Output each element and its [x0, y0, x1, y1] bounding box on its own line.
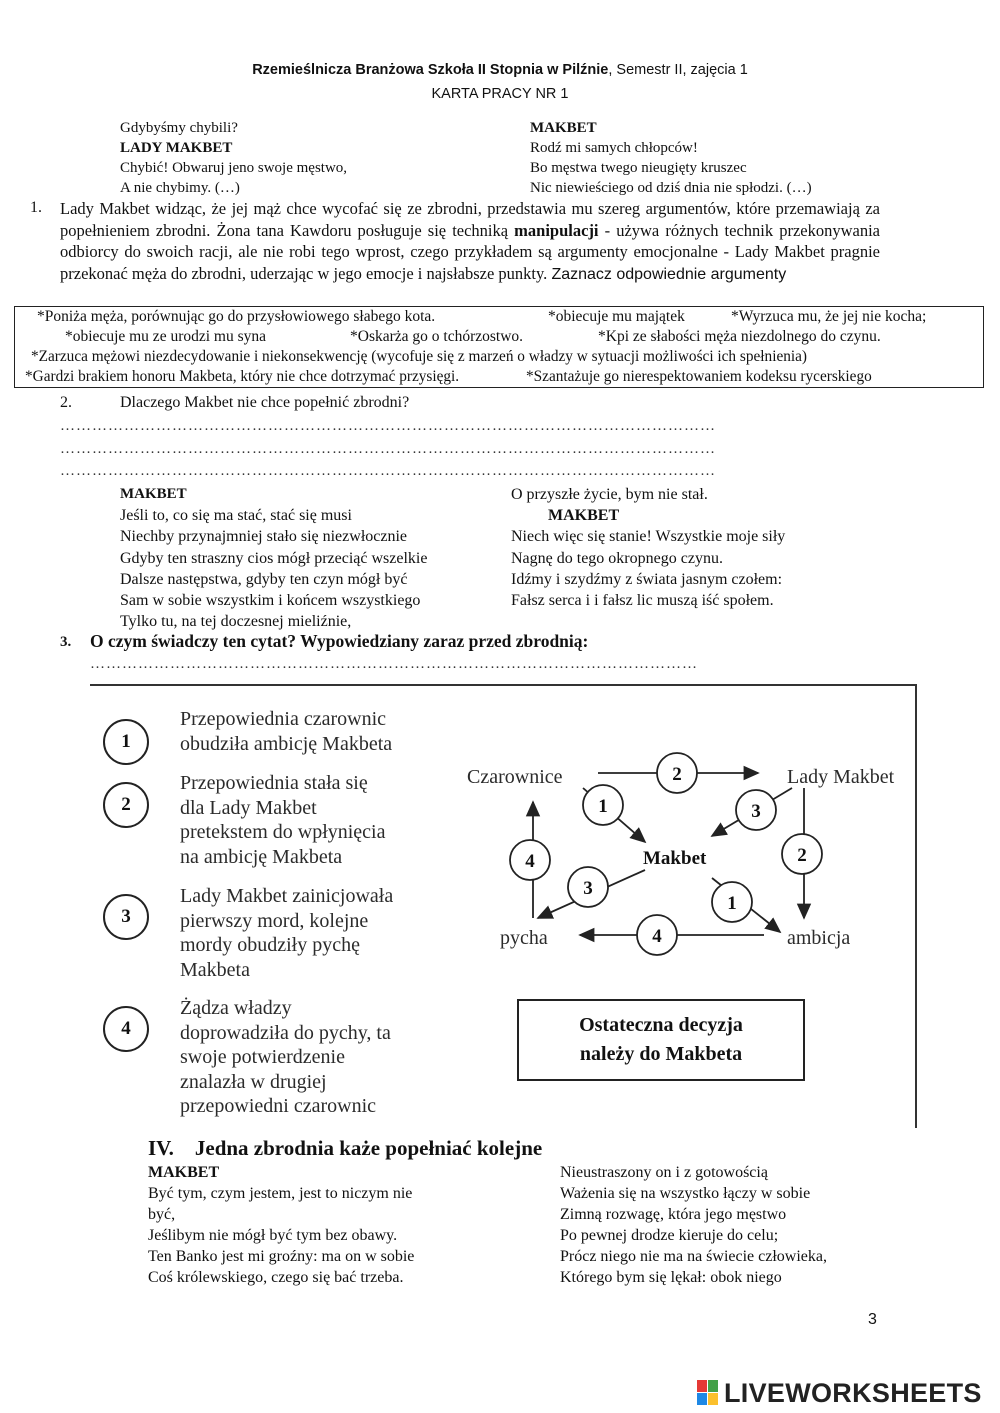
quote-line: Zimną rozwagę, która jego męstwo [560, 1206, 787, 1223]
section-iv-title: IV. Jedna zbrodnia każe popełniać kolejne [148, 1136, 543, 1160]
node-lady-makbet: Lady Makbet [787, 766, 895, 788]
argument-option[interactable]: *Kpi ze słabości męża niezdolnego do czynu. [598, 328, 881, 345]
liveworksheets-logo-icon [697, 1380, 719, 1406]
quote-line: A nie chybimy. (…) [120, 180, 240, 196]
legend-line: Przepowiednia stała się [180, 772, 368, 794]
quote-line: Coś królewskiego, czego się bać trzeba. [148, 1269, 404, 1286]
diagram-number: 3 [751, 801, 761, 822]
school-name: Rzemieślnicza Branżowa Szkoła II Stopnia w Pilźnie [252, 62, 609, 78]
legend-line: mordy obudziły pychę [180, 934, 360, 956]
quote-line: Bo męstwa twego nieugięty kruszec [530, 160, 747, 176]
speaker-name: MAKBET [120, 486, 187, 502]
legend-number: 1 [103, 719, 149, 765]
answer-line[interactable]: …………………………………………………………………………………………………………… [60, 463, 716, 479]
diagram-number: 4 [652, 926, 662, 947]
legend-line: doprowadziła do pychy, ta [180, 1021, 391, 1044]
argument-option[interactable]: *Wyrzuca mu, że jej nie kocha; [731, 308, 927, 325]
manipulation-term: manipulacji [514, 220, 599, 240]
arguments-box [14, 306, 984, 388]
diagram-number: 1 [727, 893, 737, 914]
quote-line: Idźmy i szydźmy z świata jasnym czołem: [511, 570, 783, 588]
quote-line: Nic niewieściego od dziś dnia nie spłodzi. (…) [530, 180, 812, 196]
legend-line: pretekstem do wpłynięcia [180, 821, 386, 843]
final-line: Ostateczna decyzja [579, 1014, 743, 1036]
cycle-diagram [440, 740, 910, 970]
quote-line: Fałsz serca i i fałsz lic muszą iść społem. [511, 592, 774, 610]
quote-line: Gdyby ten straszny cios mógł przeciąć wszelkie [120, 549, 428, 567]
quote-line: Jeślibym nie mógł być tym bez obawy. [148, 1227, 398, 1244]
legend-text [180, 707, 392, 756]
legend-number: 4 [103, 1006, 149, 1052]
speaker-name: MAKBET [548, 507, 620, 525]
quote-line: Gdybyśmy chybili? [120, 120, 238, 136]
quote-line: Po pewnej drodze kieruje do celu; [560, 1227, 779, 1244]
brand-name[interactable]: LIVEWORKSHEETS [724, 1378, 982, 1408]
legend-line: pierwszy mord, kolejne [180, 909, 369, 932]
diagram-number: 4 [525, 851, 535, 872]
quote-line: Dalsze następstwa, gdyby ten czyn mógł być [120, 570, 408, 588]
section4-right [560, 1162, 827, 1288]
final-line: należy do Makbeta [579, 1043, 743, 1065]
speaker-name: LADY MAKBET [120, 140, 233, 156]
page-number: 3 [868, 1311, 877, 1328]
task1-text-a: Lady Makbet widząc, że jej mąż chce wycofać się ze zbrodni, przedstawia mu szereg argumentów, które przemawiają za popełnieniem zbrodni. Żona tana Kawdoru posługuje się techniką [60, 199, 880, 240]
legend-line: znalazła w drugiej [180, 1070, 327, 1093]
quote-line: Sam w sobie wszystkim i końcem wszystkiego [120, 592, 421, 610]
quote2-left [120, 484, 427, 632]
quote-line: Ten Banko jest mi groźny: ma on w sobie [148, 1248, 415, 1265]
task2-number: 2. [60, 394, 72, 411]
quote-line: Chybić! Obwaruj jeno swoje męstwo, [120, 160, 348, 176]
argument-option[interactable]: *Poniża męża, porównując go do przysłowiowego słabego kota. [37, 308, 436, 325]
quote1-left [120, 118, 347, 198]
quote-line: Nieustraszony on i z gotowością [560, 1164, 768, 1181]
quote-line: Jeśli to, co się ma stać, stać się musi [120, 507, 352, 525]
diagram-top-border [90, 684, 917, 686]
final-decision-box [517, 999, 805, 1081]
legend-line: swoje potwierdzenie [180, 1046, 345, 1068]
task1-text-b: - używa różnych technik przekonywania odbiorcy do swoich racji, ale nie robi tego wprost, czego przykładem są argumenty emocjonalne - Lady Makbet pragnie przekonać męża do zbrodni, uderzając w jego emocje i najsłabsze punkty. [60, 220, 880, 283]
legend-text [180, 884, 393, 982]
argument-option[interactable]: *obiecuje mu majątek [548, 308, 685, 325]
quote-line: Prócz niego nie ma na świecie człowieka, [560, 1248, 827, 1265]
node-pride: pycha [500, 927, 548, 949]
task1-number: 1. [30, 199, 42, 216]
speaker-name: MAKBET [148, 1164, 220, 1181]
task3-question: O czym świadczy ten cytat? Wypowiedziany zaraz przed zbrodnią: [90, 631, 589, 651]
diagram-number: 2 [797, 845, 807, 866]
quote-line: Którego bym się lękał: obok niego [560, 1269, 782, 1286]
quote-line: Niech więc się stanie! Wszystkie moje siły [511, 528, 786, 546]
task1-instruction: Zaznacz odpowiednie argumenty [551, 265, 787, 283]
node-witches: Czarownice [467, 766, 563, 788]
argument-option[interactable]: *Gardzi brakiem honoru Makbeta, który nie chce dotrzymać przysięgi. [25, 368, 460, 385]
header-line [0, 62, 1000, 78]
header-meta: , Semestr II, zajęcia 1 [608, 62, 748, 78]
speaker-name: MAKBET [530, 120, 597, 136]
answer-line[interactable]: …………………………………………………………………………………………………… [90, 656, 698, 672]
legend-text [180, 996, 391, 1119]
argument-option[interactable]: *Szantażuje go nierespektowaniem kodeksu rycerskiego [526, 368, 872, 385]
legend-line: na ambicję Makbeta [180, 845, 343, 868]
diagram-number: 2 [672, 764, 682, 785]
legend-number: 2 [103, 782, 149, 828]
legend-line: dla Lady Makbet [180, 796, 317, 819]
task1-text [60, 198, 880, 285]
quote-line: O przyszłe życie, bym nie stał. [511, 486, 708, 503]
legend-line: Przepowiednia czarownic [180, 708, 387, 730]
legend-line: Makbeta [180, 958, 250, 981]
node-ambition: ambicja [787, 927, 851, 949]
quote-line: Ważenia się na wszystko łączy w sobie [560, 1185, 811, 1202]
legend-line: obudziła ambicję Makbeta [180, 732, 393, 755]
quote-line: Nagnę do tego okropnego czynu. [511, 549, 723, 567]
legend-line: Żądza władzy [180, 997, 292, 1019]
task2-question: Dlaczego Makbet nie chce popełnić zbrodni? [120, 394, 410, 411]
section4-left [148, 1162, 414, 1288]
quote1-right [530, 118, 812, 198]
legend-line: przepowiedni czarownic [180, 1095, 377, 1117]
quote2-right [511, 484, 785, 611]
node-makbet: Makbet [643, 848, 707, 869]
diagram-number: 3 [583, 878, 593, 899]
diagram-number: 1 [598, 796, 608, 817]
quote-line: Być tym, czym jestem, jest to niczym nie [148, 1185, 413, 1202]
diagram-right-border [915, 684, 917, 1128]
argument-option[interactable]: *obiecuje mu ze urodzi mu syna [65, 328, 267, 345]
quote-line: być, [148, 1206, 176, 1223]
legend-text [180, 771, 386, 869]
argument-option[interactable]: *Zarzuca mężowi niezdecydowanie i niekonsekwencję (wycofuje się z marzeń o władzy w sytuacji możliwości ich spełnienia) [31, 348, 808, 365]
quote-line: Rodź mi samych chłopców! [530, 140, 698, 156]
answer-line[interactable]: …………………………………………………………………………………………………………… [60, 418, 716, 434]
legend-line: Lady Makbet zainicjowała [180, 885, 394, 907]
legend-number: 3 [103, 894, 149, 940]
worksheet-title: KARTA PRACY NR 1 [431, 86, 569, 102]
quote-line: Tylko tu, na tej doczesnej mieliźnie, [120, 613, 352, 631]
quote-line: Niechby przynajmniej stało się niezwłocznie [120, 528, 408, 546]
argument-option[interactable]: *Oskarża go o tchórzostwo. [350, 328, 524, 345]
answer-line[interactable]: …………………………………………………………………………………………………………… [60, 441, 716, 457]
task3-number: 3. [60, 634, 72, 650]
